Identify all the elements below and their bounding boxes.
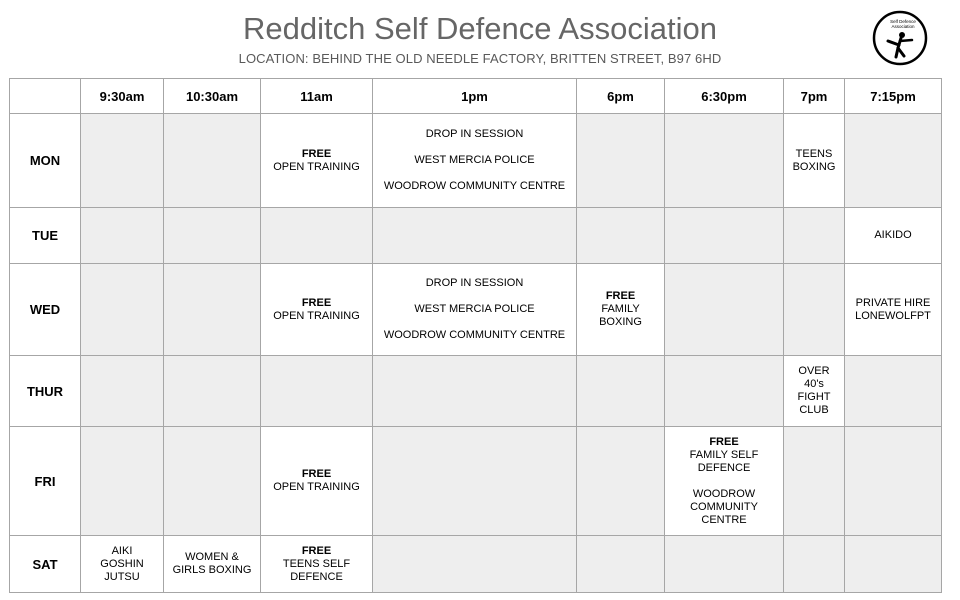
empty-slot [784,536,845,593]
schedule-row-sat [10,536,942,593]
location-text: LOCATION: BEHIND THE OLD NEEDLE FACTORY, BRITTEN STREET, B97 6HD [238,51,722,66]
time-header: 6pm [577,79,665,114]
time-header: 7:15pm [845,79,942,114]
empty-slot [577,356,665,427]
class-text: BOXING [792,160,836,173]
free-label: FREE [709,435,739,448]
class-text: WEST MERCIA POLICE [414,154,535,166]
time-header: 10:30am [164,79,261,114]
schedule-row-mon [10,114,942,208]
corner-cell [10,79,81,114]
class-slot [373,264,577,356]
class-text: PRIVATE HIRE [855,296,931,309]
class-text: JUTSU [104,570,140,583]
empty-slot [373,427,577,536]
free-label: FREE [301,147,332,160]
class-text: COMMUNITY [690,500,758,513]
schedule-row-fri [10,427,942,536]
class-slot [845,208,942,264]
logo-text-2: Association [891,24,915,29]
class-slot [164,536,261,593]
class-text: BOXING [599,316,642,328]
class-text: DROP IN SESSION [425,277,524,289]
empty-slot [81,208,164,264]
association-logo [872,10,928,66]
empty-slot [784,208,845,264]
schedule-row-tue [10,208,942,264]
empty-slot [665,208,784,264]
class-slot [373,114,577,208]
empty-slot [784,427,845,536]
day-label: FRI [10,427,81,536]
time-header-row [10,79,942,114]
empty-slot [373,356,577,427]
class-text: FAMILY [601,303,640,315]
class-text: WOODROW [692,487,756,500]
empty-slot [373,536,577,593]
class-text: DROP IN SESSION [425,128,524,140]
class-text: FIGHT [797,391,831,403]
empty-slot [81,427,164,536]
empty-slot [164,114,261,208]
class-slot [845,264,942,356]
class-text: 40's [804,378,824,390]
class-text: TEENS SELF [282,557,351,570]
time-header: 7pm [784,79,845,114]
class-text: AIKIDO [874,229,912,241]
empty-slot [164,427,261,536]
class-text: WOODROW COMMUNITY CENTRE [383,329,566,341]
empty-slot [845,114,942,208]
empty-slot [261,356,373,427]
class-text: OPEN TRAINING [273,309,360,322]
class-text: CLUB [799,404,829,416]
class-text: WEST MERCIA POLICE [414,303,535,315]
class-text: WOODROW COMMUNITY CENTRE [383,180,566,192]
time-header: 1pm [373,79,577,114]
empty-slot [81,114,164,208]
day-label: SAT [10,536,81,593]
class-text: DEFENCE [697,461,751,474]
class-slot [261,114,373,208]
empty-slot [577,427,665,536]
class-text: OPEN TRAINING [273,160,360,173]
empty-slot [845,356,942,427]
class-slot [665,427,784,536]
day-label: TUE [10,208,81,264]
free-label: FREE [301,544,332,557]
empty-slot [164,264,261,356]
class-text: WOMEN & [185,551,239,563]
page-title: Redditch Self Defence Association [243,11,717,46]
class-text: FAMILY SELF [689,448,759,461]
class-text: LONEWOLFPT [855,309,931,322]
empty-slot [164,356,261,427]
class-slot [784,114,845,208]
class-text: OVER [798,365,830,377]
class-slot [261,264,373,356]
empty-slot [261,208,373,264]
day-label: MON [10,114,81,208]
class-slot [81,536,164,593]
empty-slot [577,114,665,208]
empty-slot [665,114,784,208]
class-slot [784,356,845,427]
empty-slot [665,264,784,356]
logo-text-1: Self Defence [890,19,916,24]
empty-slot [845,536,942,593]
class-text: AIKI [111,544,133,557]
empty-slot [373,208,577,264]
class-text: GOSHIN [100,557,144,570]
empty-slot [784,264,845,356]
class-slot [261,536,373,593]
class-slot [261,427,373,536]
empty-slot [81,264,164,356]
class-text: GIRLS BOXING [172,564,252,576]
empty-slot [81,356,164,427]
empty-slot [164,208,261,264]
time-header: 9:30am [81,79,164,114]
schedule-row-thur [10,356,942,427]
day-label: WED [10,264,81,356]
empty-slot [577,208,665,264]
class-text: TEENS [795,147,833,160]
empty-slot [665,356,784,427]
free-label: FREE [605,290,636,302]
free-label: FREE [301,296,332,309]
empty-slot [577,536,665,593]
class-slot [577,264,665,356]
class-text: OPEN TRAINING [273,481,360,493]
class-text: DEFENCE [290,570,343,583]
time-header: 11am [261,79,373,114]
class-schedule-table [9,78,942,593]
empty-slot [845,427,942,536]
free-label: FREE [301,468,332,480]
empty-slot [665,536,784,593]
class-text: CENTRE [701,513,747,526]
day-label: THUR [10,356,81,427]
schedule-row-wed [10,264,942,356]
time-header: 6:30pm [665,79,784,114]
